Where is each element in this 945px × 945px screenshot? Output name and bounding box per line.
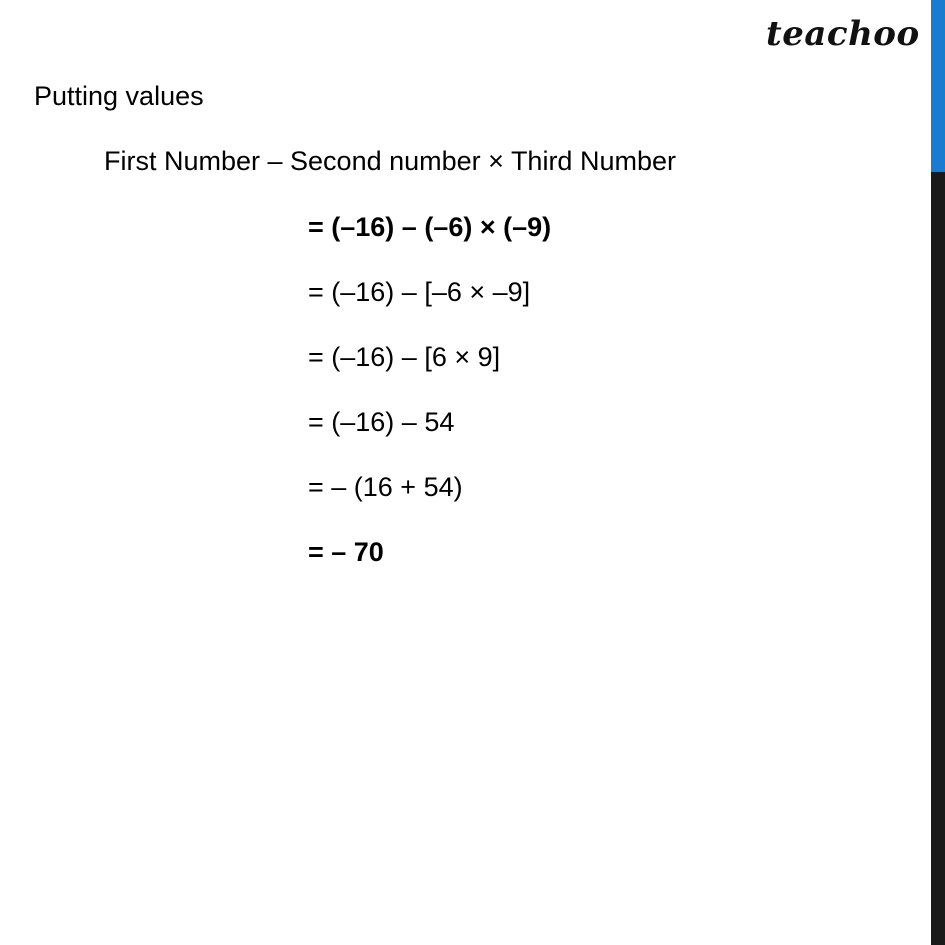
- teachoo-logo: teachoo: [766, 14, 920, 54]
- step-line-1: = (–16) – (–6) × (–9): [308, 212, 552, 242]
- intro-text: Putting values: [34, 81, 204, 111]
- side-scroll-strip: [931, 0, 945, 945]
- final-answer: = – 70: [308, 537, 384, 567]
- step-line-4: = (–16) – 54: [308, 407, 455, 437]
- step-line-3: = (–16) – [6 × 9]: [308, 342, 501, 372]
- side-accent-bar: [931, 0, 945, 172]
- step-line-5: = – (16 + 54): [308, 472, 463, 502]
- expression-text: First Number – Second number × Third Number: [104, 146, 676, 176]
- step-line-2: = (–16) – [–6 × –9]: [308, 277, 531, 307]
